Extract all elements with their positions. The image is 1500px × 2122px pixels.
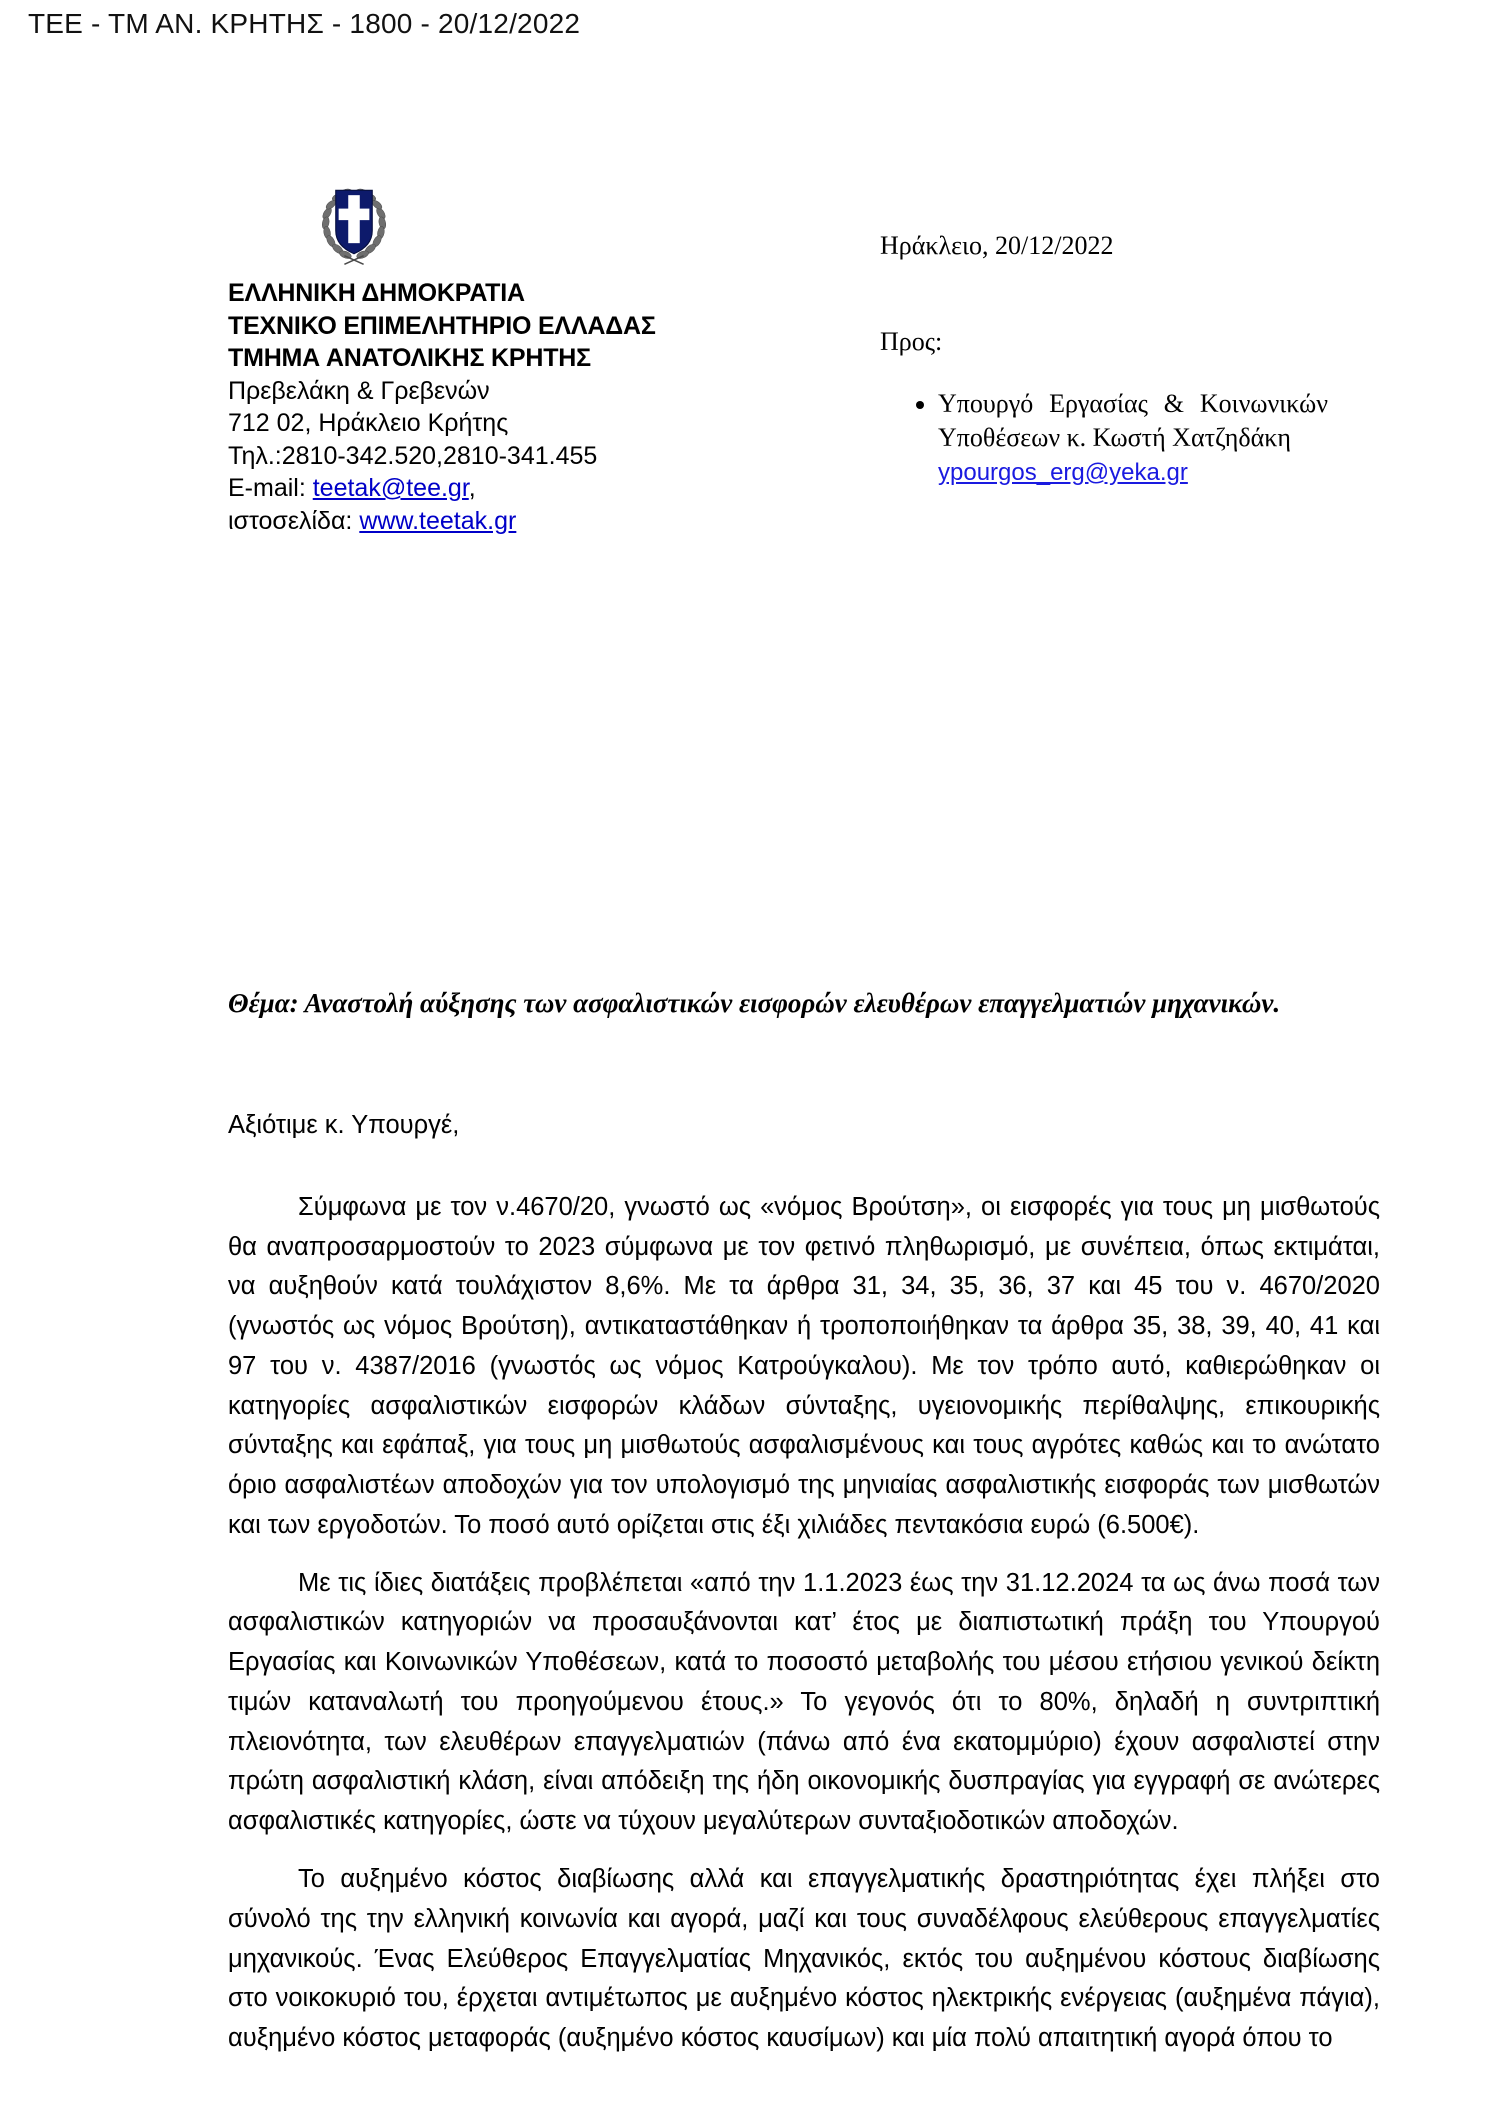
- scan-stamp-header: ΤΕΕ - ΤΜ ΑΝ. ΚΡΗΤΗΣ - 1800 - 20/12/2022: [28, 8, 581, 39]
- email-comma: ,: [468, 474, 476, 502]
- address-street: Πρεβελάκη & Γρεβενών: [228, 376, 490, 405]
- address-city: 712 02, Ηράκλειο Κρήτης: [228, 409, 509, 437]
- recipient-list: [880, 387, 1348, 488]
- website-link[interactable]: www.teetak.gr: [359, 506, 517, 535]
- greek-coat-of-arms-icon: [306, 175, 402, 271]
- place-and-date: Ηράκλειο, 20/12/2022: [880, 231, 1114, 260]
- recipient-line-2: Υποθέσεων κ. Κωστή Χατζηδάκη: [938, 422, 1291, 452]
- organization-block: [228, 277, 698, 537]
- letterhead: [228, 175, 1348, 537]
- subject-line: Θέμα: Αναστολή αύξησης των ασφαλιστικών εισφορών ελευθέρων επαγγελματιών μηχανικών.: [228, 988, 1281, 1018]
- phone-line: Τηλ.:2810-342.520,2810-341.455: [228, 441, 598, 470]
- salutation: Αξιότιμε κ. Υπουργέ,: [228, 1111, 460, 1139]
- website-label: ιστοσελίδα:: [228, 506, 360, 535]
- body-paragraph-1: Σύμφωνα με τον ν.4670/20, γνωστό ως «νόμος Βρούτση», οι εισφορές για τους μη μισθωτούς θα αναπροσαρμοστούν το 2023 σύμφωνα με τον φετινό πληθωρισμό, με συνέπεια, όπως εκτιμάται, να αυξηθούν κατά τουλάχιστον 8,6%. Με τα άρθρα 31, 34, 35, 36, 37 και 45 του ν. 4670/2020 (γνωστός ως νόμος Βρούτση), αντικαταστάθηκαν ή τροποποιήθηκαν τα άρθρα 35, 38, 39, 40, 41 και 97 του ν. 4387/2016 (γνωστός ως νόμος Κατρούγκαλου). Με τον τρόπο αυτό, καθιερώθηκαν οι κατηγορίες ασφαλιστικών εισφορών κλάδων σύνταξης, υγειονομικής περίθαλψης, επικουρικής σύνταξης και εφάπαξ, για τους μη μισθωτούς ασφαλισμένους και τους αγρότες καθώς και το ανώτατο όριο ασφαλιστέων αποδοχών για τον υπολογισμό της μηνιαίας ασφαλιστικής εισφοράς των μισθωτών και των εργοδοτών. Το ποσό αυτό ορίζεται στις έξι χιλιάδες πεντακόσια ευρώ (6.500€).: [228, 1192, 1380, 1539]
- recipient-line-1: • Υπουργό Εργασίας & Κοινωνικών: [938, 389, 1328, 418]
- recipient-email-link[interactable]: ypourgos_erg@yeka.gr: [938, 458, 1188, 486]
- letterhead-right-column: [698, 175, 1348, 488]
- email-label: E-mail:: [228, 474, 313, 502]
- emblem-container: [228, 175, 698, 271]
- email-line: [228, 472, 698, 505]
- website-line: [228, 505, 698, 538]
- email-link[interactable]: teetak@tee.gr: [312, 474, 469, 502]
- recipient-label: Προς:: [880, 327, 943, 356]
- body-paragraph-2: Με τις ίδιες διατάξεις προβλέπεται «από την 1.1.2023 έως την 31.12.2024 τα ως άνω ποσά των ασφαλιστικών κατηγοριών να προσαυξάνονται κατ’ έτος με διαπιστωτική πράξη του Υπουργού Εργασίας και Κοινωνικών Υποθέσεων, κατά το ποσοστό μεταβολής του μέσου ετήσιου γενικού δείκτη τιμών καταναλωτή του προηγούμενου έτους.» Το γεγονός ότι το 80%, δηλαδή η συντριπτική πλειονότητα, των ελευθέρων επαγγελματιών (πάνω από ένα εκατομμύριο) έχουν ασφαλιστεί στην πρώτη ασφαλιστική κλάση, είναι απόδειξη της ήδη οικονομικής δυσπραγίας για εγγραφή σε ανώτερες ασφαλιστικές κατηγορίες, ώστε να τύχουν μεγαλύτερων συνταξιοδοτικών αποδοχών.: [228, 1568, 1380, 1836]
- org-line-1: ΕΛΛΗΝΙΚΗ ΔΗΜΟΚΡΑΤΙΑ: [228, 279, 525, 307]
- org-line-3: ΤΜΗΜΑ ΑΝΑΤΟΛΙΚΗΣ ΚΡΗΤΗΣ: [228, 344, 591, 372]
- letterhead-left-column: [228, 175, 698, 537]
- org-line-2: ΤΕΧΝΙΚΟ ΕΠΙΜΕΛΗΤΗΡΙΟ ΕΛΛΑΔΑΣ: [228, 311, 656, 340]
- list-item: [938, 387, 1328, 488]
- letter-body: [228, 1106, 1380, 2059]
- body-paragraph-3: Το αυξημένο κόστος διαβίωσης αλλά και επαγγελματικής δραστηριότητας έχει πλήξει στο σύνολό της την ελληνική κοινωνία και αγορά, μαζί και τους συναδέλφους ελεύθερους επαγγελματίες μηχανικούς. Ένας Ελεύθερος Επαγγελματίας Μηχανικός, εκτός του αυξημένου κόστους διαβίωσης στο νοικοκυριό του, έρχεται αντιμέτωπος με αυξημένο κόστος ηλεκτρικής ενέργειας (αυξημένα πάγια), αυξημένο κόστος μεταφοράς (αυξημένο κόστος καυσίμων) και μία πολύ απαιτητική αγορά όπου το: [228, 1865, 1380, 2053]
